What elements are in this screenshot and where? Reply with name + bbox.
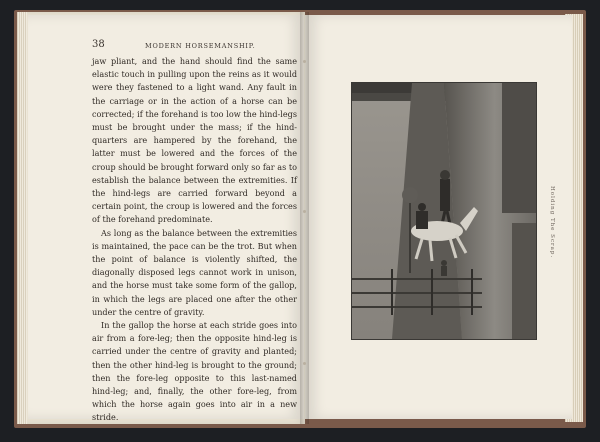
horse-rider-photo: [352, 83, 536, 339]
plate-caption: Holding The Scrap.: [549, 186, 555, 259]
page-number: 38: [92, 39, 105, 50]
binding-thread: [303, 210, 306, 213]
paragraph: As long as the balance between the extremities is maintained, the pace can be the trot. But when the point of balance is violently shifted, the diagonally disposed legs cannot work in unison, and the horse must take some form of the gallop, in which the legs are placed one after the other under the centre of gravity.: [92, 227, 297, 317]
photo-plate: [351, 82, 537, 340]
paragraph: jaw pliant, and the hand should find the same elastic touch in pulling upon the reins as it would were they fastened to a light wand. Any fault in the carriage or in the action of a horse can be corrected; if the forehand is too low the hind-legs must be brought under the mass; if the hind-quarters are hampered by the forehand, the latter must be lowered and the forces of the croup should be brought forward only so far as to establish the balance between the extremities. If the hind-legs are carried forward beyond a certain point, the croup is lowered and the forces of the forehand predominate.: [92, 56, 297, 225]
binding-thread: [303, 60, 306, 63]
body-text: [92, 55, 297, 425]
paragraph: In the gallop the horse at each stride goes into air from a fore-leg; then the opposite hind-leg is carried under the centre of gravity and planted; then the other hind-leg is brought to the ground; then the fore-leg opposite to this last-named hind-leg; and, finally, the other fore-leg, from which the horse again goes into air in a new stride.: [92, 320, 297, 423]
running-head: MODERN HORSEMANSHIP.: [145, 42, 256, 50]
binding-thread: [303, 362, 306, 365]
